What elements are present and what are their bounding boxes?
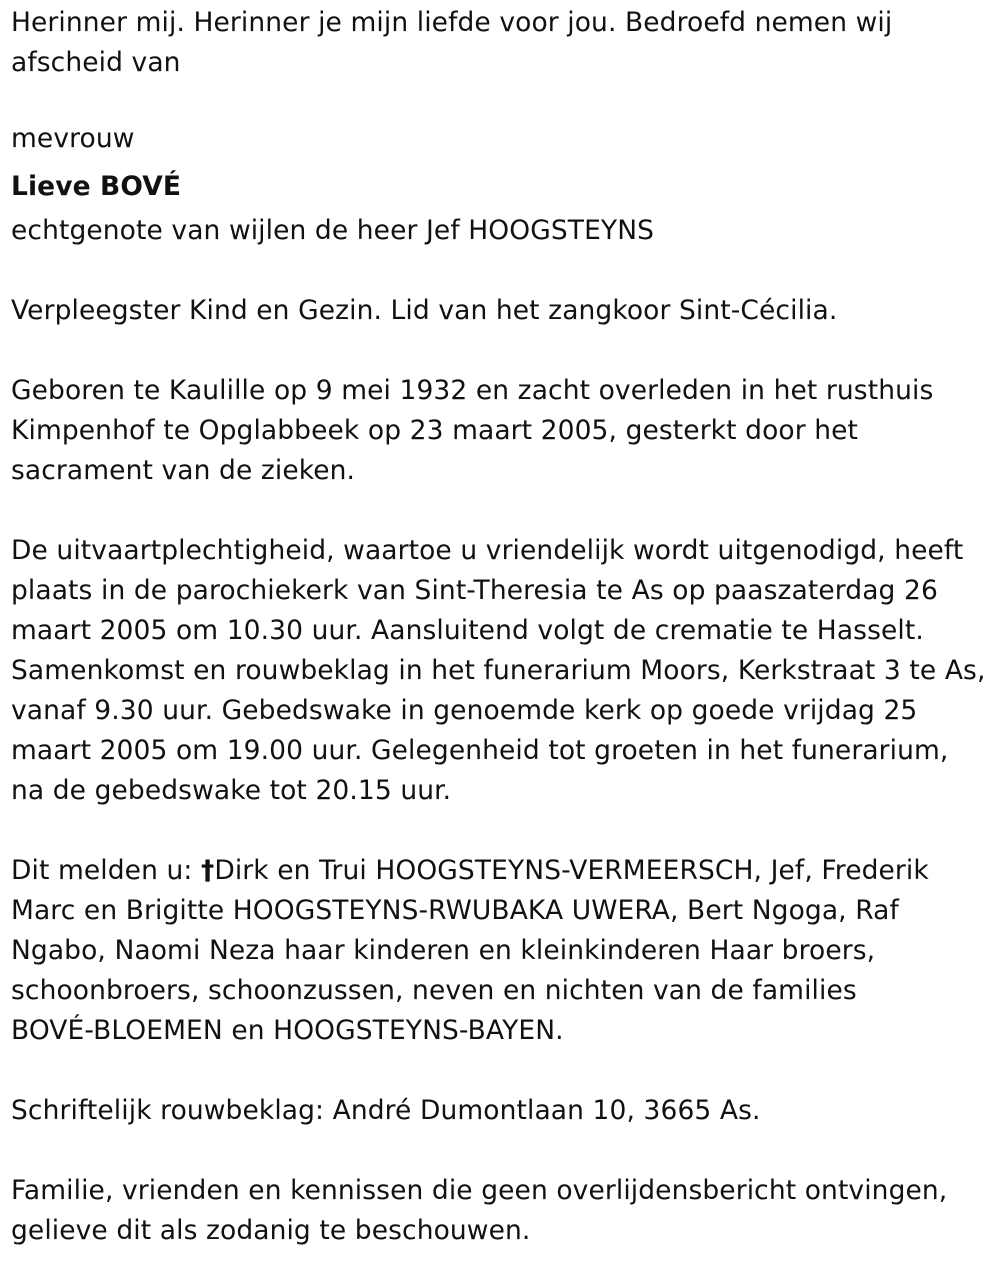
spacer — [11, 1131, 991, 1171]
spacer — [11, 811, 991, 851]
announcers-line-4: schoonbroers, schoonzussen, neven en nichten van de families — [11, 975, 857, 1006]
birth-death-paragraph — [11, 371, 991, 491]
funeral-line-4: Samenkomst en rouwbeklag in het funerarium Moors, Kerkstraat 3 te As, — [11, 655, 986, 686]
deceased-name: Lieve BOVÉ — [11, 171, 182, 202]
funeral-line-5: vanaf 9.30 uur. Gebedswake in genoemde kerk op goede vrijdag 25 — [11, 695, 918, 726]
spacer — [11, 251, 991, 291]
announcers-prefix: Dit melden u: — [11, 855, 201, 886]
funeral-paragraph — [11, 531, 991, 811]
closing-paragraph — [11, 1171, 991, 1251]
announcers-line-5: BOVÉ-BLOEMEN en HOOGSTEYNS-BAYEN. — [11, 1015, 564, 1046]
birth-death-line-2: Kimpenhof te Opglabbeek op 23 maart 2005, gesterkt door het — [11, 415, 859, 446]
obituary-notice — [11, 3, 991, 1251]
funeral-line-1: De uitvaartplechtigheid, waartoe u vriendelijk wordt uitgenodigd, heeft — [11, 535, 964, 566]
announcers-paragraph — [11, 851, 991, 1051]
spacer — [11, 1051, 991, 1091]
funeral-line-6: maart 2005 om 19.00 uur. Gelegenheid tot groeten in het funerarium, — [11, 735, 949, 766]
birth-death-line-3: sacrament van de zieken. — [11, 455, 356, 486]
birth-death-line-1: Geboren te Kaulille op 9 mei 1932 en zacht overleden in het rusthuis — [11, 375, 934, 406]
announcers-line-1-rest: Dirk en Trui HOOGSTEYNS-VERMEERSCH, Jef, Frederik — [214, 855, 929, 886]
funeral-line-2: plaats in de parochiekerk van Sint-Theresia te As op paaszaterdag 26 — [11, 575, 938, 606]
announcers-line-2: Marc en Brigitte HOOGSTEYNS-RWUBAKA UWERA, Bert Ngoga, Raf — [11, 895, 899, 926]
funeral-line-3: maart 2005 om 10.30 uur. Aansluitend volgt de crematie te Hasselt. — [11, 615, 924, 646]
honorific: mevrouw — [11, 123, 135, 154]
cross-icon: † — [200, 855, 215, 886]
occupation-line: Verpleegster Kind en Gezin. Lid van het zangkoor Sint-Cécilia. — [11, 295, 838, 326]
closing-line-2: gelieve dit als zodanig te beschouwen. — [11, 1215, 531, 1246]
opening-line-1: Herinner mij. Herinner je mijn liefde voor jou. Bedroefd nemen wij — [11, 7, 893, 38]
spacer — [11, 491, 991, 531]
closing-line-1: Familie, vrienden en kennissen die geen overlijdensbericht ontvingen, — [11, 1175, 948, 1206]
announcers-line-3: Ngabo, Naomi Neza haar kinderen en kleinkinderen Haar broers, — [11, 935, 876, 966]
opening-line-2: afscheid van — [11, 47, 181, 78]
opening-paragraph — [11, 3, 991, 83]
funeral-line-7: na de gebedswake tot 20.15 uur. — [11, 775, 452, 806]
announcers-line-1 — [11, 851, 991, 891]
spouse-line: echtgenote van wijlen de heer Jef HOOGSTEYNS — [11, 215, 655, 246]
spacer — [11, 331, 991, 371]
condolence-address: Schriftelijk rouwbeklag: André Dumontlaan 10, 3665 As. — [11, 1095, 761, 1126]
